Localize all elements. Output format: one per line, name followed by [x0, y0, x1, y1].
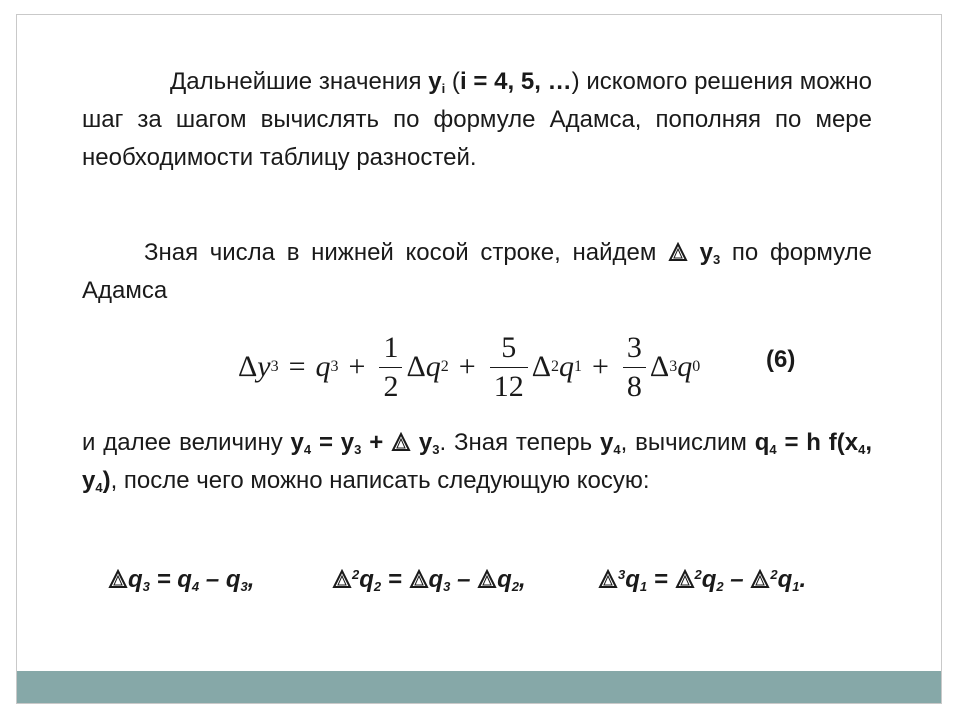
fraction-3-8: $\frac{3}{8}$: [623, 329, 646, 406]
delta-icon: [598, 569, 618, 589]
paragraph-next-step: и далее величину $y_4 = y_3 + y_3$. Зная теперь $y_4$, вычислим $q_4 = h$ $f(x_4$, $y_4$), после чего можно написать следующую косую:: [82, 429, 873, 495]
index-range: i = 4, 5, …: [459, 68, 572, 95]
delta-icon: [675, 569, 695, 589]
delta-icon: [477, 569, 497, 589]
difference-eq-2: $^2q_2 = q_3 - q_2$,: [332, 566, 526, 594]
fraction-5-12: $\frac{5}{12}$: [490, 329, 528, 406]
equation-number: (6): [766, 346, 796, 373]
fraction-1-2: $\frac{1}{2}$: [379, 329, 402, 406]
adams-formula: Δ y 3 = q 3 + $\frac{1}{2}$ Δ q 2 + $\frac{5}{12}$ Δ 2 q 1 + $\frac{3}{8}$ Δ 3 q 0: [238, 322, 700, 412]
difference-eq-3: $^3q_1 = ^2q_2 - ^2q_1$.: [598, 566, 806, 594]
paragraph-adams: Зная числа в нижней косой строке, найдем $y_3$ по формуле Адамса: [82, 239, 872, 304]
delta-icon: [750, 569, 770, 589]
paragraph-intro: Дальнейшие значения $y_i$ (i = 4, 5, …) искомого решения можно шаг за шагом вычислять по формуле Адамса, пополняя по мере необходимости таблицу разностей.: [82, 68, 872, 171]
footer-bar: [17, 671, 941, 703]
delta-icon: [332, 569, 352, 589]
delta-icon: [108, 569, 128, 589]
delta-icon: [668, 242, 688, 262]
delta-icon: [391, 432, 411, 452]
delta-icon: [409, 569, 429, 589]
difference-eq-1: $q_3 = q_4 - q_3$,: [108, 566, 254, 594]
